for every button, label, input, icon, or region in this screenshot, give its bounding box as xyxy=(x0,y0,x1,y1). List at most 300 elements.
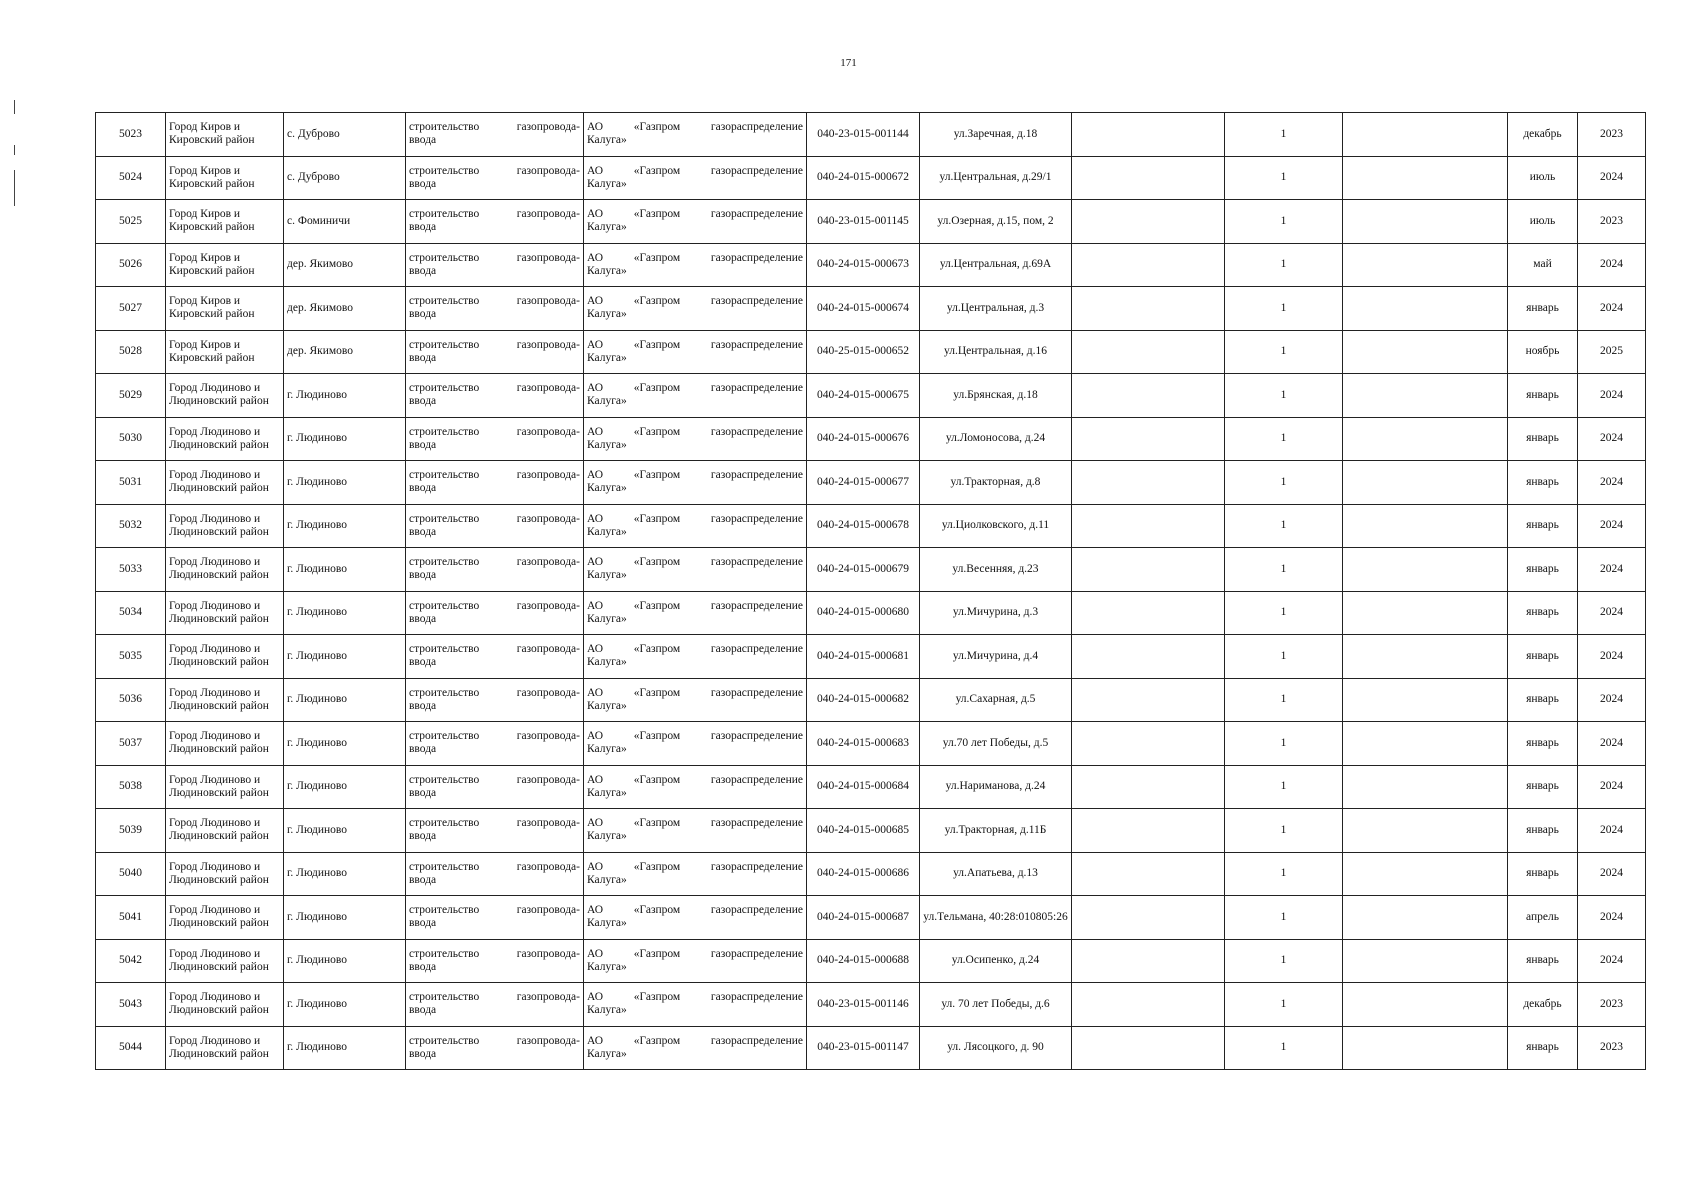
address-cell: ул.Брянская, д.18 xyxy=(920,374,1072,418)
work-word: строительство xyxy=(409,904,480,917)
organization-word: Калуга» xyxy=(587,830,627,843)
municipality-cell: Город Людиново и Людиновский район xyxy=(166,417,284,461)
empty-cell xyxy=(1072,287,1225,331)
empty-cell xyxy=(1343,809,1508,853)
work-word: газопровода- xyxy=(516,904,580,917)
municipality-cell: Город Людиново и Людиновский район xyxy=(166,852,284,896)
table-row xyxy=(96,722,1646,766)
empty-cell xyxy=(1072,809,1225,853)
month-cell: январь xyxy=(1508,374,1578,418)
row-number: 5038 xyxy=(96,765,166,809)
work-type-cell xyxy=(406,765,584,809)
municipality-cell: Город Людиново и Людиновский район xyxy=(166,722,284,766)
quantity-cell: 1 xyxy=(1225,809,1343,853)
object-code-cell: 040-24-015-000673 xyxy=(807,243,920,287)
work-word: строительство xyxy=(409,469,480,482)
locality-cell: г. Людиново xyxy=(284,1026,406,1070)
table-row xyxy=(96,548,1646,592)
table-row xyxy=(96,374,1646,418)
organization-word: газораспределение xyxy=(710,121,803,134)
organization-word: газораспределение xyxy=(710,991,803,1004)
municipality-cell: Город Киров и Кировский район xyxy=(166,200,284,244)
organization-word: АО xyxy=(587,817,604,830)
locality-cell: дер. Якимово xyxy=(284,243,406,287)
organization-word: «Газпром xyxy=(633,643,681,656)
organization-word: «Газпром xyxy=(633,904,681,917)
work-word: строительство xyxy=(409,817,480,830)
work-type-cell xyxy=(406,200,584,244)
empty-cell xyxy=(1072,765,1225,809)
work-type-cell xyxy=(406,896,584,940)
quantity-cell: 1 xyxy=(1225,200,1343,244)
work-word: газопровода- xyxy=(516,121,580,134)
empty-cell xyxy=(1072,113,1225,157)
organization-word: АО xyxy=(587,947,604,960)
organization-word: «Газпром xyxy=(633,730,681,743)
organization-word: газораспределение xyxy=(710,512,803,525)
address-cell: ул.Центральная, д.69А xyxy=(920,243,1072,287)
organization-word: Калуга» xyxy=(587,1047,627,1060)
work-word: газопровода- xyxy=(516,817,580,830)
binding-mark xyxy=(14,145,15,155)
organization-word: газораспределение xyxy=(710,599,803,612)
organization-cell xyxy=(584,1026,807,1070)
quantity-cell: 1 xyxy=(1225,896,1343,940)
address-cell: ул.Центральная, д.3 xyxy=(920,287,1072,331)
organization-cell xyxy=(584,504,807,548)
empty-cell xyxy=(1343,243,1508,287)
work-word: газопровода- xyxy=(516,991,580,1004)
work-word: ввода xyxy=(409,482,437,495)
locality-cell: г. Людиново xyxy=(284,417,406,461)
work-type-cell xyxy=(406,1026,584,1070)
month-cell: май xyxy=(1508,243,1578,287)
organization-word: АО xyxy=(587,904,604,917)
quantity-cell: 1 xyxy=(1225,548,1343,592)
organization-word: «Газпром xyxy=(633,860,681,873)
organization-word: «Газпром xyxy=(633,991,681,1004)
work-word: газопровода- xyxy=(516,512,580,525)
work-type-cell xyxy=(406,939,584,983)
row-number: 5032 xyxy=(96,504,166,548)
work-word: газопровода- xyxy=(516,860,580,873)
work-type-cell xyxy=(406,635,584,679)
organization-word: АО xyxy=(587,991,604,1004)
work-word: ввода xyxy=(409,917,437,930)
organization-word: «Газпром xyxy=(633,251,681,264)
table-row xyxy=(96,939,1646,983)
table-row xyxy=(96,896,1646,940)
organization-word: «Газпром xyxy=(633,121,681,134)
work-type-cell xyxy=(406,722,584,766)
organization-word: газораспределение xyxy=(710,208,803,221)
year-cell: 2024 xyxy=(1578,809,1646,853)
work-word: газопровода- xyxy=(516,686,580,699)
work-word: газопровода- xyxy=(516,730,580,743)
organization-cell xyxy=(584,461,807,505)
organization-word: АО xyxy=(587,599,604,612)
object-code-cell: 040-24-015-000681 xyxy=(807,635,920,679)
registry-table xyxy=(95,112,1646,1070)
work-word: газопровода- xyxy=(516,338,580,351)
work-word: газопровода- xyxy=(516,425,580,438)
organization-cell xyxy=(584,591,807,635)
empty-cell xyxy=(1072,678,1225,722)
organization-word: Калуга» xyxy=(587,612,627,625)
organization-word: АО xyxy=(587,469,604,482)
quantity-cell: 1 xyxy=(1225,113,1343,157)
row-number: 5043 xyxy=(96,983,166,1027)
address-cell: ул.Мичурина, д.3 xyxy=(920,591,1072,635)
work-type-cell xyxy=(406,330,584,374)
work-word: газопровода- xyxy=(516,643,580,656)
empty-cell xyxy=(1072,504,1225,548)
work-word: строительство xyxy=(409,208,480,221)
organization-word: «Газпром xyxy=(633,556,681,569)
work-word: газопровода- xyxy=(516,469,580,482)
locality-cell: с. Дуброво xyxy=(284,113,406,157)
address-cell: ул.Центральная, д.29/1 xyxy=(920,156,1072,200)
locality-cell: с. Дуброво xyxy=(284,156,406,200)
year-cell: 2024 xyxy=(1578,765,1646,809)
organization-word: газораспределение xyxy=(710,817,803,830)
municipality-cell: Город Людиново и Людиновский район xyxy=(166,548,284,592)
municipality-cell: Город Киров и Кировский район xyxy=(166,156,284,200)
municipality-cell: Город Людиново и Людиновский район xyxy=(166,896,284,940)
organization-word: газораспределение xyxy=(710,251,803,264)
object-code-cell: 040-23-015-001146 xyxy=(807,983,920,1027)
work-word: газопровода- xyxy=(516,295,580,308)
organization-word: Калуга» xyxy=(587,699,627,712)
quantity-cell: 1 xyxy=(1225,1026,1343,1070)
table-row xyxy=(96,591,1646,635)
municipality-cell: Город Людиново и Людиновский район xyxy=(166,591,284,635)
object-code-cell: 040-24-015-000686 xyxy=(807,852,920,896)
table-row xyxy=(96,461,1646,505)
month-cell: январь xyxy=(1508,591,1578,635)
municipality-cell: Город Людиново и Людиновский район xyxy=(166,504,284,548)
organization-word: АО xyxy=(587,164,604,177)
month-cell: декабрь xyxy=(1508,983,1578,1027)
table-row xyxy=(96,243,1646,287)
organization-word: газораспределение xyxy=(710,338,803,351)
address-cell: ул.Нариманова, д.24 xyxy=(920,765,1072,809)
work-word: строительство xyxy=(409,991,480,1004)
municipality-cell: Город Людиново и Людиновский район xyxy=(166,461,284,505)
object-code-cell: 040-24-015-000687 xyxy=(807,896,920,940)
row-number: 5033 xyxy=(96,548,166,592)
year-cell: 2024 xyxy=(1578,287,1646,331)
month-cell: декабрь xyxy=(1508,113,1578,157)
quantity-cell: 1 xyxy=(1225,504,1343,548)
organization-word: АО xyxy=(587,1034,604,1047)
organization-word: «Газпром xyxy=(633,469,681,482)
year-cell: 2023 xyxy=(1578,1026,1646,1070)
organization-word: Калуга» xyxy=(587,395,627,408)
object-code-cell: 040-24-015-000672 xyxy=(807,156,920,200)
address-cell: ул. Лясоцкого, д. 90 xyxy=(920,1026,1072,1070)
empty-cell xyxy=(1343,287,1508,331)
month-cell: январь xyxy=(1508,939,1578,983)
row-number: 5039 xyxy=(96,809,166,853)
table-row xyxy=(96,330,1646,374)
work-type-cell xyxy=(406,113,584,157)
work-type-cell xyxy=(406,591,584,635)
organization-word: «Газпром xyxy=(633,947,681,960)
organization-cell xyxy=(584,417,807,461)
organization-word: АО xyxy=(587,556,604,569)
work-type-cell xyxy=(406,548,584,592)
page-number: 171 xyxy=(840,57,857,69)
work-word: ввода xyxy=(409,351,437,364)
quantity-cell: 1 xyxy=(1225,417,1343,461)
empty-cell xyxy=(1072,461,1225,505)
organization-word: Калуга» xyxy=(587,917,627,930)
address-cell: ул.Мичурина, д.4 xyxy=(920,635,1072,679)
organization-word: АО xyxy=(587,121,604,134)
year-cell: 2024 xyxy=(1578,722,1646,766)
locality-cell: г. Людиново xyxy=(284,809,406,853)
work-word: газопровода- xyxy=(516,1034,580,1047)
year-cell: 2024 xyxy=(1578,156,1646,200)
empty-cell xyxy=(1343,374,1508,418)
organization-word: газораспределение xyxy=(710,730,803,743)
row-number: 5041 xyxy=(96,896,166,940)
organization-word: «Газпром xyxy=(633,295,681,308)
locality-cell: г. Людиново xyxy=(284,548,406,592)
organization-word: «Газпром xyxy=(633,1034,681,1047)
row-number: 5031 xyxy=(96,461,166,505)
quantity-cell: 1 xyxy=(1225,374,1343,418)
locality-cell: г. Людиново xyxy=(284,983,406,1027)
organization-word: Калуга» xyxy=(587,438,627,451)
work-word: строительство xyxy=(409,773,480,786)
work-word: ввода xyxy=(409,525,437,538)
table-row xyxy=(96,287,1646,331)
organization-word: АО xyxy=(587,512,604,525)
year-cell: 2023 xyxy=(1578,200,1646,244)
address-cell: ул.Осипенко, д.24 xyxy=(920,939,1072,983)
work-word: ввода xyxy=(409,699,437,712)
month-cell: январь xyxy=(1508,678,1578,722)
year-cell: 2024 xyxy=(1578,635,1646,679)
organization-word: «Газпром xyxy=(633,208,681,221)
organization-cell xyxy=(584,852,807,896)
organization-word: Калуга» xyxy=(587,308,627,321)
locality-cell: г. Людиново xyxy=(284,896,406,940)
binding-mark xyxy=(14,170,15,206)
organization-cell xyxy=(584,243,807,287)
empty-cell xyxy=(1343,635,1508,679)
empty-cell xyxy=(1343,939,1508,983)
organization-word: АО xyxy=(587,686,604,699)
month-cell: январь xyxy=(1508,852,1578,896)
municipality-cell: Город Людиново и Людиновский район xyxy=(166,1026,284,1070)
month-cell: январь xyxy=(1508,809,1578,853)
row-number: 5035 xyxy=(96,635,166,679)
organization-cell xyxy=(584,809,807,853)
organization-cell xyxy=(584,765,807,809)
organization-word: Калуга» xyxy=(587,264,627,277)
organization-cell xyxy=(584,896,807,940)
municipality-cell: Город Людиново и Людиновский район xyxy=(166,678,284,722)
empty-cell xyxy=(1072,939,1225,983)
organization-word: АО xyxy=(587,208,604,221)
table-row xyxy=(96,678,1646,722)
work-word: ввода xyxy=(409,612,437,625)
organization-word: Калуга» xyxy=(587,177,627,190)
locality-cell: г. Людиново xyxy=(284,504,406,548)
organization-cell xyxy=(584,330,807,374)
table-row xyxy=(96,809,1646,853)
month-cell: январь xyxy=(1508,722,1578,766)
organization-word: Калуга» xyxy=(587,134,627,147)
row-number: 5027 xyxy=(96,287,166,331)
month-cell: июль xyxy=(1508,200,1578,244)
row-number: 5030 xyxy=(96,417,166,461)
row-number: 5044 xyxy=(96,1026,166,1070)
work-word: газопровода- xyxy=(516,208,580,221)
municipality-cell: Город Людиново и Людиновский район xyxy=(166,983,284,1027)
work-word: ввода xyxy=(409,1047,437,1060)
organization-cell xyxy=(584,983,807,1027)
object-code-cell: 040-24-015-000688 xyxy=(807,939,920,983)
quantity-cell: 1 xyxy=(1225,852,1343,896)
table-row xyxy=(96,200,1646,244)
year-cell: 2024 xyxy=(1578,417,1646,461)
empty-cell xyxy=(1343,678,1508,722)
organization-word: АО xyxy=(587,338,604,351)
municipality-cell: Город Людиново и Людиновский район xyxy=(166,374,284,418)
organization-word: АО xyxy=(587,295,604,308)
work-word: ввода xyxy=(409,656,437,669)
year-cell: 2023 xyxy=(1578,983,1646,1027)
empty-cell xyxy=(1343,1026,1508,1070)
year-cell: 2024 xyxy=(1578,243,1646,287)
organization-word: «Газпром xyxy=(633,599,681,612)
work-type-cell xyxy=(406,504,584,548)
object-code-cell: 040-25-015-000652 xyxy=(807,330,920,374)
organization-word: газораспределение xyxy=(710,643,803,656)
year-cell: 2024 xyxy=(1578,504,1646,548)
row-number: 5036 xyxy=(96,678,166,722)
empty-cell xyxy=(1072,635,1225,679)
municipality-cell: Город Людиново и Людиновский район xyxy=(166,765,284,809)
work-word: строительство xyxy=(409,164,480,177)
organization-word: газораспределение xyxy=(710,556,803,569)
work-word: строительство xyxy=(409,947,480,960)
quantity-cell: 1 xyxy=(1225,330,1343,374)
empty-cell xyxy=(1343,461,1508,505)
empty-cell xyxy=(1343,983,1508,1027)
work-type-cell xyxy=(406,809,584,853)
organization-word: газораспределение xyxy=(710,947,803,960)
work-word: строительство xyxy=(409,295,480,308)
year-cell: 2024 xyxy=(1578,591,1646,635)
empty-cell xyxy=(1343,765,1508,809)
work-word: строительство xyxy=(409,730,480,743)
quantity-cell: 1 xyxy=(1225,635,1343,679)
year-cell: 2024 xyxy=(1578,374,1646,418)
organization-cell xyxy=(584,287,807,331)
row-number: 5028 xyxy=(96,330,166,374)
quantity-cell: 1 xyxy=(1225,287,1343,331)
object-code-cell: 040-24-015-000675 xyxy=(807,374,920,418)
organization-word: Калуга» xyxy=(587,351,627,364)
organization-cell xyxy=(584,548,807,592)
empty-cell xyxy=(1072,983,1225,1027)
row-number: 5026 xyxy=(96,243,166,287)
organization-word: Калуга» xyxy=(587,525,627,538)
locality-cell: дер. Якимово xyxy=(284,330,406,374)
work-type-cell xyxy=(406,852,584,896)
empty-cell xyxy=(1343,113,1508,157)
organization-cell xyxy=(584,722,807,766)
address-cell: ул.Заречная, д.18 xyxy=(920,113,1072,157)
year-cell: 2024 xyxy=(1578,461,1646,505)
quantity-cell: 1 xyxy=(1225,722,1343,766)
row-number: 5037 xyxy=(96,722,166,766)
organization-word: Калуга» xyxy=(587,873,627,886)
row-number: 5042 xyxy=(96,939,166,983)
quantity-cell: 1 xyxy=(1225,461,1343,505)
work-word: ввода xyxy=(409,395,437,408)
row-number: 5023 xyxy=(96,113,166,157)
organization-word: газораспределение xyxy=(710,773,803,786)
locality-cell: г. Людиново xyxy=(284,678,406,722)
empty-cell xyxy=(1072,548,1225,592)
object-code-cell: 040-23-015-001145 xyxy=(807,200,920,244)
organization-cell xyxy=(584,156,807,200)
year-cell: 2024 xyxy=(1578,678,1646,722)
organization-word: «Газпром xyxy=(633,512,681,525)
work-type-cell xyxy=(406,287,584,331)
object-code-cell: 040-24-015-000676 xyxy=(807,417,920,461)
row-number: 5025 xyxy=(96,200,166,244)
empty-cell xyxy=(1343,896,1508,940)
organization-word: Калуга» xyxy=(587,960,627,973)
address-cell: ул.Ломоносова, д.24 xyxy=(920,417,1072,461)
year-cell: 2023 xyxy=(1578,113,1646,157)
work-word: строительство xyxy=(409,686,480,699)
organization-cell xyxy=(584,113,807,157)
work-type-cell xyxy=(406,374,584,418)
locality-cell: г. Людиново xyxy=(284,461,406,505)
work-word: строительство xyxy=(409,251,480,264)
organization-word: «Газпром xyxy=(633,425,681,438)
work-word: строительство xyxy=(409,425,480,438)
organization-word: АО xyxy=(587,860,604,873)
table-row xyxy=(96,1026,1646,1070)
month-cell: январь xyxy=(1508,504,1578,548)
empty-cell xyxy=(1072,330,1225,374)
month-cell: январь xyxy=(1508,765,1578,809)
table-row xyxy=(96,635,1646,679)
month-cell: ноябрь xyxy=(1508,330,1578,374)
address-cell: ул.Циолковского, д.11 xyxy=(920,504,1072,548)
object-code-cell: 040-24-015-000679 xyxy=(807,548,920,592)
empty-cell xyxy=(1072,896,1225,940)
empty-cell xyxy=(1343,722,1508,766)
address-cell: ул.Тракторная, д.11Б xyxy=(920,809,1072,853)
organization-word: газораспределение xyxy=(710,295,803,308)
municipality-cell: Город Людиново и Людиновский район xyxy=(166,809,284,853)
year-cell: 2024 xyxy=(1578,548,1646,592)
work-word: газопровода- xyxy=(516,599,580,612)
empty-cell xyxy=(1072,243,1225,287)
table-row xyxy=(96,765,1646,809)
work-word: ввода xyxy=(409,830,437,843)
